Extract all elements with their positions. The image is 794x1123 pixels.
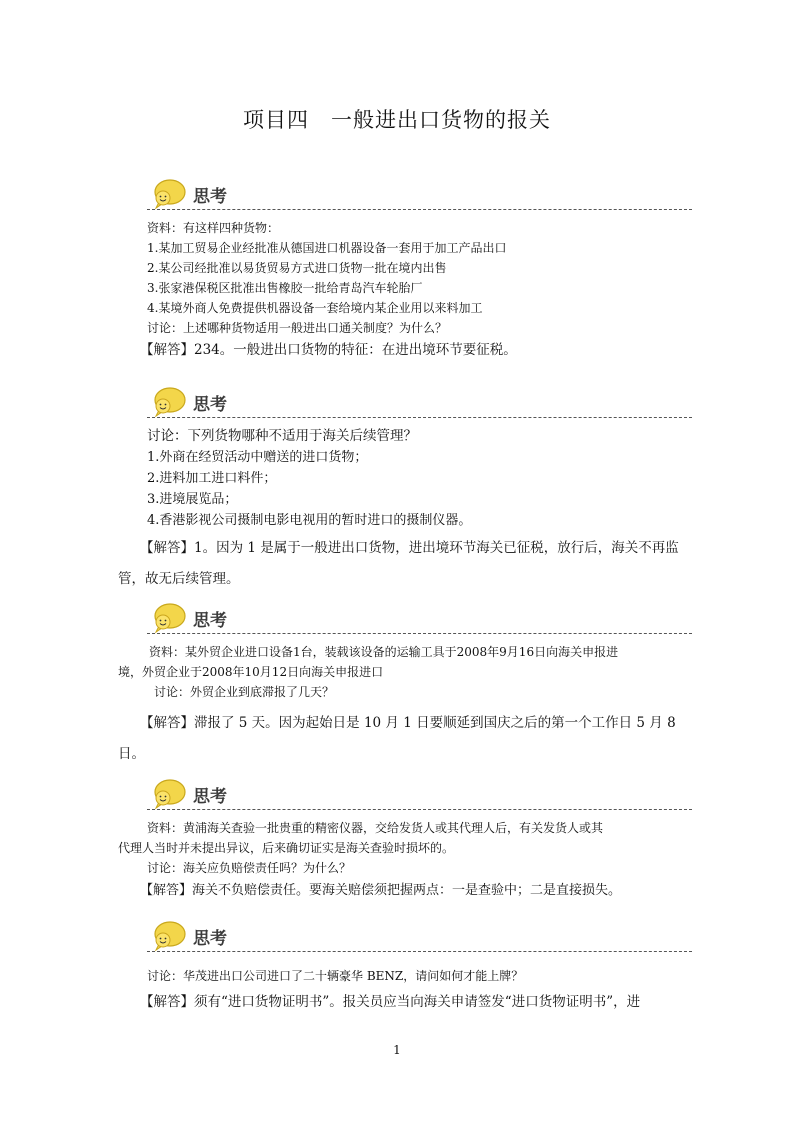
dashed-divider [147,809,692,810]
section-text [118,218,684,338]
answer-text: 【解答】1。因为 1 是属于一般进出口货物，进出境环节海关已征税，放行后，海关不再监管，故无后续管理。 [118,540,679,587]
answer-text: 【解答】须有“进口货物证明书”。报关员应当向海关申请签发“进口货物证明书”，进 [140,994,641,1010]
smiley-speech-bubble-icon [150,386,186,418]
text-line: 资料：黄浦海关查验一批贵重的精密仪器，交给发货人或其代理人后，有关发货人或其 [147,821,604,835]
text-line: 代理人当时并未提出异议，后来确切证实是海关查验时损坏的。 [118,841,455,855]
dashed-divider [147,417,692,418]
think-header [118,776,684,812]
think-header [118,384,684,420]
answer-text: 【解答】234。一般进出口货物的特征：在进出境环节要征税。 [140,342,517,358]
think-label: 思考 [193,929,227,949]
text-line: 资料：某外贸企业进口设备1台，装载该设备的运输工具于2008年9月16日向海关申报进 [149,645,619,659]
section-text [118,426,684,531]
think-section-3 [118,600,684,770]
text-line: 2.某公司经批准以易货贸易方式进口货物一批在境内出售 [147,261,447,275]
text-line: 讨论：华茂进出口公司进口了二十辆豪华 BENZ，请问如何才能上牌？ [147,969,524,983]
answer-text: 【解答】海关不负赔偿责任。要海关赔偿须把握两点：一是查验中；二是直接损失。 [140,883,622,898]
text-line: 境，外贸企业于2008年10月12日向海关申报进口 [118,665,384,679]
page-number: 1 [393,1043,401,1057]
text-line: 讨论：外贸企业到底滞报了几天？ [154,685,335,699]
dashed-divider [147,951,692,952]
text-line: 资料：有这样四种货物： [147,221,280,235]
text-line: 1.外商在经贸活动中赠送的进口货物； [147,450,368,465]
think-label: 思考 [193,395,227,415]
think-section-1 [118,176,684,362]
text-line: 讨论：下列货物哪种不适用于海关后续管理？ [147,428,417,444]
text-line: 4.某境外商人免费提供机器设备一套给境内某企业用以来料加工 [147,301,483,315]
think-label: 思考 [193,787,227,807]
answer-text: 【解答】滞报了 5 天。因为起始日是 10 月 1 日要顺延到国庆之后的第一个工作日 5 月 8 日。 [118,715,676,762]
think-label: 思考 [193,187,227,207]
text-line: 4.香港影视公司摄制电影电视用的暂时进口的摄制仪器。 [147,513,472,528]
think-section-4 [118,776,684,904]
page-title: 项目四 一般进出口货物的报关 [243,108,551,132]
think-section-5 [118,918,684,1018]
smiley-speech-bubble-icon [150,602,186,634]
think-header [118,918,684,954]
think-header [118,600,684,636]
text-line: 3.张家港保税区批准出售橡胶一批给青岛汽车轮胎厂 [147,281,423,295]
text-line: 3.进境展览品； [147,492,238,507]
text-line: 1.某加工贸易企业经批准从德国进口机器设备一套用于加工产品出口 [147,241,507,255]
section-text [118,642,684,702]
text-line: 讨论：海关应负赔偿责任吗？为什么？ [147,861,352,875]
section-text [118,966,684,986]
smiley-speech-bubble-icon [150,920,186,952]
section-text [118,818,684,878]
think-label: 思考 [193,611,227,631]
think-section-2 [118,384,684,595]
smiley-speech-bubble-icon [150,178,186,210]
think-header [118,176,684,212]
smiley-speech-bubble-icon [150,778,186,810]
dashed-divider [147,633,692,634]
text-line: 2.进料加工进口料件； [147,471,277,486]
text-line: 讨论：上述哪种货物适用一般进出口通关制度？为什么？ [147,321,448,335]
dashed-divider [147,209,692,210]
